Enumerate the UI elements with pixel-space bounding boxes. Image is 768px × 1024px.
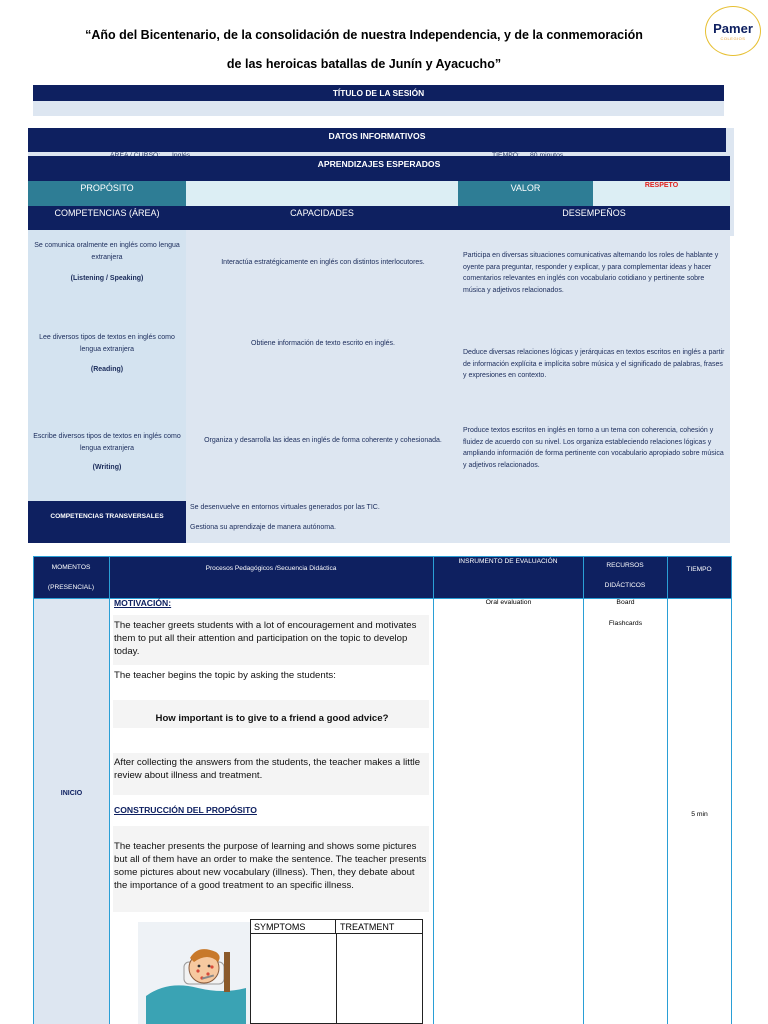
grid-col-5 bbox=[731, 556, 732, 1024]
col-tiempo: TIEMPO bbox=[686, 566, 712, 573]
session-title-value bbox=[33, 101, 724, 116]
col-instrumento: INSRUMENTO DE EVALUACIÓN bbox=[458, 558, 558, 565]
col-momentos-line1: MOMENTOS bbox=[51, 564, 91, 571]
row3-skill: (Writing) bbox=[92, 464, 122, 471]
motivacion-p2: The teacher begins the topic by asking the students: bbox=[114, 670, 336, 681]
sick-boy-icon bbox=[138, 922, 250, 1024]
construccion-title: CONSTRUCCIÓN DEL PROPÓSITO bbox=[114, 805, 257, 815]
aprendizajes-bar: APRENDIZAJES ESPERADOS bbox=[28, 156, 730, 181]
sick-boy-illustration bbox=[138, 922, 250, 1024]
row1-desempeno: Participa en diversas situaciones comunicativas alternando los roles de hablante y oyente para preguntar, responder y explicar, y para complementar ideas y hacer comentarios relevantes en inglés con vocabulario cotidiano y pertinente sobre música y adjetivos relacionados. bbox=[463, 252, 719, 294]
valor-label: VALOR bbox=[458, 181, 593, 206]
row2-desempeno: Deduce diversas relaciones lógicas y jerárquicas en textos escritos en inglés a partir de información explícita e implícita sobre música y el significado de palabras, frases y expresiones en contexto. bbox=[463, 349, 725, 379]
symptoms-treatment-table bbox=[250, 919, 423, 1024]
motivacion-title: MOTIVACIÓN: bbox=[114, 598, 172, 608]
instrumento-value: Oral evaluation bbox=[485, 599, 532, 606]
row1-capacidad: Interactúa estratégicamente en inglés con distintos interlocutores. bbox=[221, 259, 425, 266]
col-procesos: Procesos Pedagógicos /Secuencia Didáctica bbox=[205, 565, 337, 572]
col-desempenos: DESEMPEÑOS bbox=[562, 208, 626, 218]
motivacion-question: How important is to give to a friend a good advice? bbox=[155, 713, 389, 724]
construccion-p4: The teacher presents the purpose of learning and shows some pictures but all of them have an order to make the sentence. The teacher presents some pictures about new vocabulary (illness). Then, they debate about the importance of a good treatment to an specific illness. bbox=[114, 841, 427, 891]
proposito-value bbox=[186, 181, 458, 206]
row3-desempeno: Produce textos escritos en inglés en torno a un tema con coherencia, cohesión y fluidez de acuerdo con su nivel. Los organiza estableciendo relaciones lógicas y ampliando información de forma pertinente con vocabulario apropiado sobre música y adjetivos relacionados. bbox=[463, 427, 724, 469]
row3-competencia: Escribe diversos tipos de textos en inglés como lengua extranjera bbox=[33, 433, 181, 452]
row1-skill: (Listening / Speaking) bbox=[70, 275, 144, 282]
col-recursos-line1: RECURSOS bbox=[606, 562, 644, 569]
recurso-flashcards: Flashcards bbox=[608, 620, 643, 627]
grid-col-4 bbox=[667, 556, 668, 1024]
row2-competencia: Lee diversos tipos de textos en inglés como lengua extranjera bbox=[39, 334, 175, 353]
motivacion-p1: The teacher greets students with a lot of encouragement and motivates them to put all their attention and participation on the topic to develop today. bbox=[114, 620, 417, 657]
motivacion-p3: After collecting the answers from the students, the teacher makes a little review about illness and treatment. bbox=[114, 757, 421, 781]
grid-top bbox=[33, 556, 731, 557]
transversal-2: Gestiona su aprendizaje de manera autónoma. bbox=[190, 524, 336, 531]
momento-cell bbox=[34, 599, 109, 1024]
row3-capacidad: Organiza y desarrolla las ideas en inglés de forma coherente y cohesionada. bbox=[204, 437, 442, 444]
tiempo-value-cell: 5 min bbox=[691, 811, 708, 818]
plan-table-header bbox=[33, 556, 731, 598]
transversal-1: Se desenvuelve en entornos virtuales generados por las TIC. bbox=[190, 504, 380, 511]
table-divider bbox=[336, 934, 337, 1024]
col-recursos-line2: DIDÁCTICOS bbox=[604, 582, 646, 589]
col-momentos bbox=[33, 558, 109, 598]
logo-text: Pamer bbox=[713, 21, 753, 36]
row2-capacidad: Obtiene información de texto escrito en inglés. bbox=[251, 340, 395, 347]
proposito-label: PROPÓSITO bbox=[28, 181, 186, 206]
col-capacidades: CAPACIDADES bbox=[290, 208, 354, 218]
momento-inicio: INICIO bbox=[60, 790, 83, 797]
row2-skill: (Reading) bbox=[90, 366, 124, 373]
header-line-2: de las heroicas batallas de Junín y Ayacucho” bbox=[226, 57, 502, 71]
col-recursos bbox=[583, 556, 667, 596]
grid-col-1 bbox=[109, 556, 110, 1024]
logo-sub: COLEGIOS bbox=[720, 36, 746, 41]
row1-competencia: Se comunica oralmente en inglés como lengua extranjera bbox=[34, 242, 180, 261]
datos-informativos-bar: DATOS INFORMATIVOS bbox=[28, 128, 726, 152]
col-momentos-line2: (PRESENCIAL) bbox=[47, 584, 95, 591]
header-line-1: “Año del Bicentenario, de la consolidación de nuestra Independencia, y de la conmemoración bbox=[85, 28, 643, 42]
transversales-label: COMPETENCIAS TRANSVERSALES bbox=[28, 501, 186, 543]
treatment-header: TREATMENT bbox=[336, 920, 422, 934]
col-competencias: COMPETENCIAS (ÁREA) bbox=[54, 208, 160, 218]
session-title-bar: TÍTULO DE LA SESIÓN bbox=[33, 85, 724, 101]
columns-header bbox=[28, 206, 730, 230]
school-logo bbox=[705, 6, 761, 56]
symptoms-header: SYMPTOMS bbox=[251, 920, 336, 934]
valor-value: RESPETO bbox=[593, 181, 730, 206]
grid-col-2 bbox=[433, 556, 434, 1024]
recurso-board: Board bbox=[616, 599, 635, 606]
